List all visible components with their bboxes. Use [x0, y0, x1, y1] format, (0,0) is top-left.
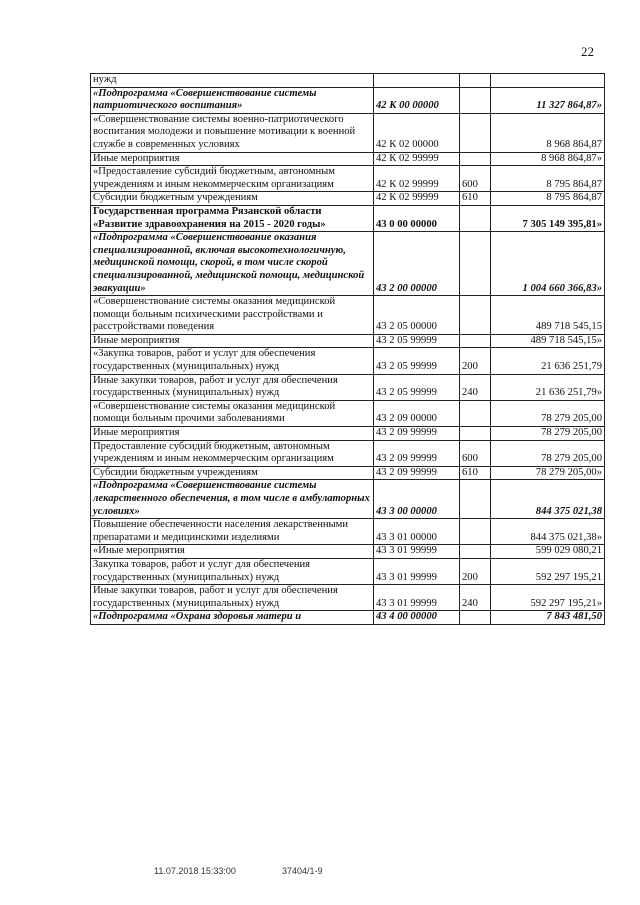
row-target-code: 43 2 05 99999 [374, 348, 460, 374]
row-description: Закупка товаров, работ и услуг для обеспечения государственных (муниципальных) нужд [91, 558, 374, 584]
row-amount: 78 279 205,00 [491, 400, 605, 426]
table-row [91, 519, 605, 545]
table-row [91, 296, 605, 335]
row-amount: 78 279 205,00 [491, 427, 605, 441]
table-row [91, 440, 605, 466]
row-amount: 8 795 864,87 [491, 192, 605, 206]
table-row [91, 374, 605, 400]
row-expense-type [460, 334, 491, 348]
row-description: «Совершенствование системы оказания медицинской помощи больным прочими заболеваниями [91, 400, 374, 426]
row-description: Государственная программа Рязанской области «Развитие здравоохранения на 2015 - 2020 годы» [91, 205, 374, 231]
row-target-code: 43 2 05 99999 [374, 374, 460, 400]
row-target-code: 43 3 01 99999 [374, 585, 460, 611]
row-expense-type [460, 232, 491, 296]
row-amount: 21 636 251,79 [491, 348, 605, 374]
table-row [91, 205, 605, 231]
row-amount: 8 795 864,87 [491, 166, 605, 192]
row-target-code: 43 0 00 00000 [374, 205, 460, 231]
table-row [91, 334, 605, 348]
row-target-code: 43 2 09 00000 [374, 400, 460, 426]
row-amount: 7 843 481,50 [491, 611, 605, 625]
row-target-code: 43 2 09 99999 [374, 440, 460, 466]
row-amount: 7 305 149 395,81» [491, 205, 605, 231]
table-row [91, 400, 605, 426]
row-expense-type [460, 87, 491, 113]
row-expense-type [460, 74, 491, 88]
row-expense-type [460, 519, 491, 545]
row-target-code: 42 К 02 99999 [374, 192, 460, 206]
row-description: Предоставление субсидий бюджетным, автономным учреждениям и иным некоммерческим организациям [91, 440, 374, 466]
table-row [91, 558, 605, 584]
table-row [91, 192, 605, 206]
row-target-code: 43 2 05 00000 [374, 296, 460, 335]
table-row [91, 545, 605, 559]
row-amount [491, 74, 605, 88]
budget-table-body [91, 74, 605, 625]
row-expense-type [460, 400, 491, 426]
row-expense-type: 610 [460, 466, 491, 480]
row-amount: 21 636 251,79» [491, 374, 605, 400]
row-expense-type [460, 152, 491, 166]
row-target-code: 43 4 00 00000 [374, 611, 460, 625]
row-amount: 8 968 864,87 [491, 113, 605, 152]
row-target-code: 43 2 00 00000 [374, 232, 460, 296]
row-description: «Совершенствование системы военно-патриотического воспитания молодежи и повышение мотивации к военной службе в современных условиях [91, 113, 374, 152]
row-expense-type [460, 205, 491, 231]
row-expense-type: 600 [460, 166, 491, 192]
row-target-code: 43 3 01 99999 [374, 558, 460, 584]
table-row [91, 152, 605, 166]
row-amount: 599 029 080,21 [491, 545, 605, 559]
table-row [91, 480, 605, 519]
row-expense-type [460, 427, 491, 441]
table-row [91, 74, 605, 88]
row-description: «Подпрограмма «Охрана здоровья матери и [91, 611, 374, 625]
row-amount: 78 279 205,00» [491, 466, 605, 480]
row-expense-type [460, 480, 491, 519]
row-target-code: 42 К 02 00000 [374, 113, 460, 152]
row-description: Иные мероприятия [91, 427, 374, 441]
page-number: 22 [581, 44, 594, 59]
row-expense-type: 240 [460, 374, 491, 400]
row-target-code: 42 К 02 99999 [374, 152, 460, 166]
row-target-code: 43 2 05 99999 [374, 334, 460, 348]
row-description: Субсидии бюджетным учреждениям [91, 192, 374, 206]
row-description: «Иные мероприятия [91, 545, 374, 559]
row-amount: 592 297 195,21 [491, 558, 605, 584]
row-amount: 489 718 545,15 [491, 296, 605, 335]
row-description: Иные закупки товаров, работ и услуг для обеспечения государственных (муниципальных) нужд [91, 585, 374, 611]
row-target-code: 43 2 09 99999 [374, 466, 460, 480]
row-amount: 844 375 021,38 [491, 480, 605, 519]
row-target-code: 43 3 01 00000 [374, 519, 460, 545]
row-expense-type [460, 296, 491, 335]
row-description: «Совершенствование системы оказания медицинской помощи больным психическими расстройствами и расстройствами поведения [91, 296, 374, 335]
row-description: Субсидии бюджетным учреждениям [91, 466, 374, 480]
table-row [91, 87, 605, 113]
row-amount: 8 968 864,87» [491, 152, 605, 166]
table-row [91, 466, 605, 480]
row-amount: 592 297 195,21» [491, 585, 605, 611]
table-row [91, 611, 605, 625]
row-amount: 489 718 545,15» [491, 334, 605, 348]
row-description: «Подпрограмма «Совершенствование системы патриотического воспитания» [91, 87, 374, 113]
row-expense-type: 610 [460, 192, 491, 206]
row-expense-type [460, 545, 491, 559]
row-description: Иные мероприятия [91, 334, 374, 348]
row-description: «Закупка товаров, работ и услуг для обеспечения государственных (муниципальных) нужд [91, 348, 374, 374]
table-row [91, 232, 605, 296]
row-description: «Предоставление субсидий бюджетным, автономным учреждениям и иным некоммерческим организациям [91, 166, 374, 192]
row-expense-type: 240 [460, 585, 491, 611]
row-description: «Подпрограмма «Совершенствование оказания специализированной, включая высокотехнологичную, медицинской помощи, скорой, в том числе скорой специализированной, медицинской помощи, медицинской эвакуации» [91, 232, 374, 296]
row-expense-type [460, 611, 491, 625]
row-expense-type: 600 [460, 440, 491, 466]
table-row [91, 348, 605, 374]
row-target-code: 42 К 00 00000 [374, 87, 460, 113]
row-target-code: 43 2 09 99999 [374, 427, 460, 441]
row-description: Иные закупки товаров, работ и услуг для обеспечения государственных (муниципальных) нужд [91, 374, 374, 400]
row-amount: 844 375 021,38» [491, 519, 605, 545]
row-amount: 78 279 205,00 [491, 440, 605, 466]
table-row [91, 166, 605, 192]
table-row [91, 427, 605, 441]
row-description: Иные мероприятия [91, 152, 374, 166]
table-row [91, 113, 605, 152]
row-description: нужд [91, 74, 374, 88]
budget-table [90, 73, 605, 625]
row-target-code: 43 3 00 00000 [374, 480, 460, 519]
row-description: Повышение обеспеченности населения лекарственными препаратами и медицинскими изделиями [91, 519, 374, 545]
table-row [91, 585, 605, 611]
row-target-code: 43 3 01 99999 [374, 545, 460, 559]
row-amount: 11 327 864,87» [491, 87, 605, 113]
row-target-code: 42 К 02 99999 [374, 166, 460, 192]
row-amount: 1 004 660 366,83» [491, 232, 605, 296]
row-expense-type: 200 [460, 348, 491, 374]
footer-document-ref: 37404/1-9 [282, 866, 323, 876]
row-description: «Подпрограмма «Совершенствование системы лекарственного обеспечения, в том числе в амбулаторных условиях» [91, 480, 374, 519]
row-expense-type [460, 113, 491, 152]
footer-timestamp: 11.07.2018 15:33:00 [154, 866, 236, 876]
row-target-code [374, 74, 460, 88]
row-expense-type: 200 [460, 558, 491, 584]
